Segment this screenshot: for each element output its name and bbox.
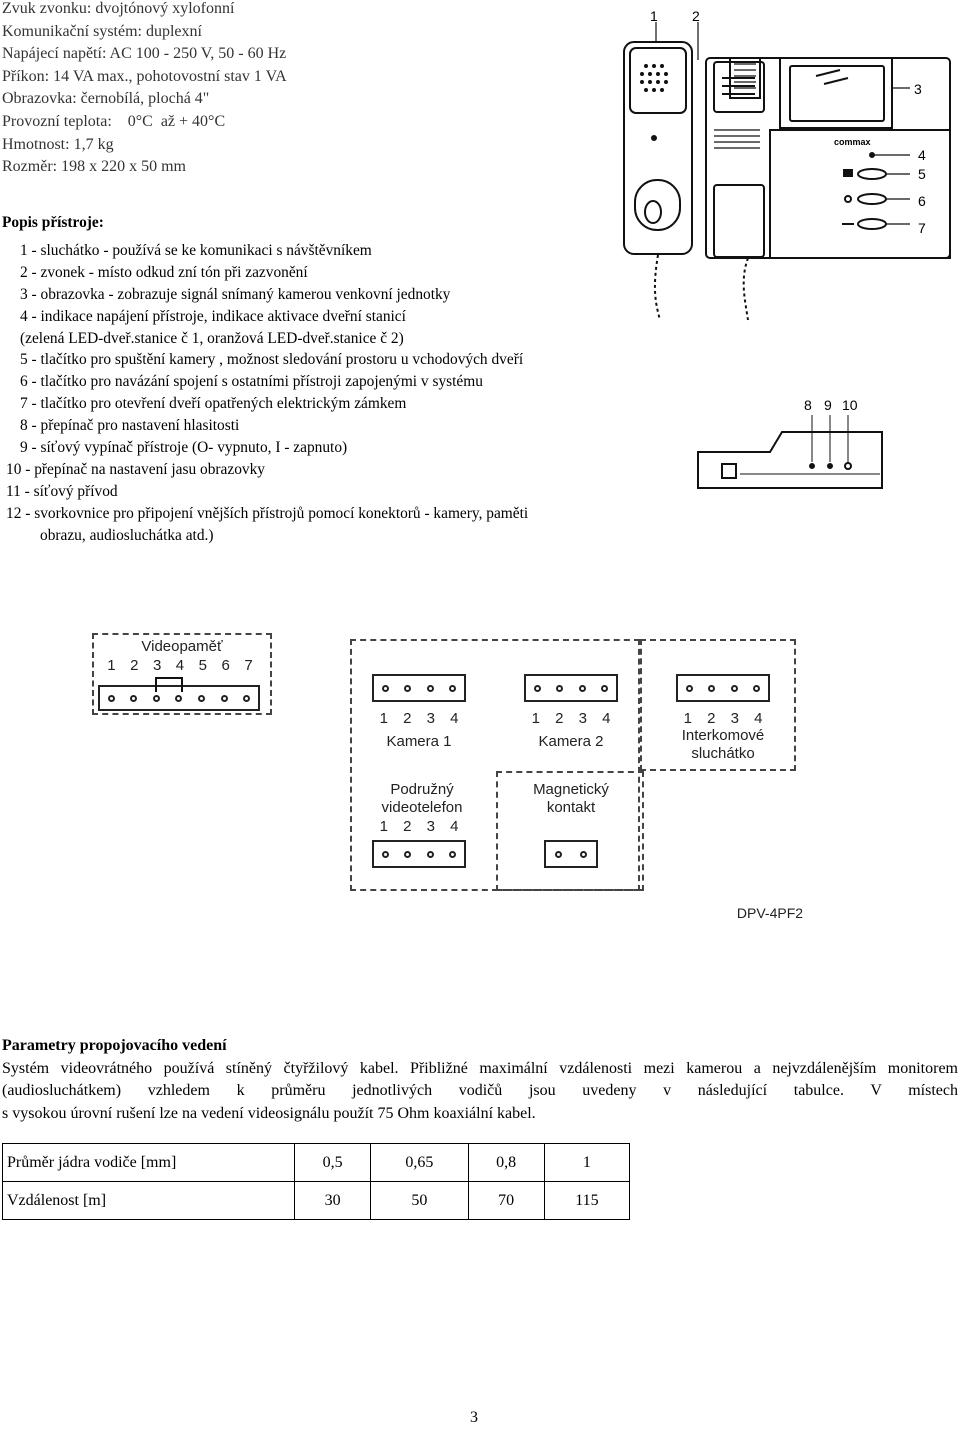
spec-line: Příkon: 14 VA max., pohotovostní stav 1 VA bbox=[2, 67, 287, 85]
pin-number: 1 bbox=[379, 818, 388, 835]
pin-number: 7 bbox=[244, 657, 253, 674]
description-heading: Popis přístroje: bbox=[2, 214, 104, 231]
description-item: 6 - tlačítko pro navázání spojení s ostatními přístroji zapojenými v systému bbox=[20, 373, 483, 391]
pin-number: 3 bbox=[152, 657, 162, 674]
description-item: 10 - přepínač na nastavení jasu obrazovky bbox=[6, 460, 265, 478]
terminal-screw bbox=[221, 695, 228, 702]
callout-number: 9 bbox=[824, 397, 832, 413]
description-item: 12 - svorkovnice pro připojení vnějších přístrojů pomocí konektorů - kamery, paměti bbox=[6, 504, 529, 522]
specifications bbox=[2, 0, 287, 179]
pin-number: 4 bbox=[754, 710, 763, 727]
description-item: 11 - síťový přívod bbox=[6, 482, 118, 500]
terminal-screw bbox=[731, 685, 738, 692]
table-cell: 115 bbox=[544, 1182, 629, 1220]
spec-line: Komunikační systém: duplexní bbox=[2, 22, 202, 40]
table-cell: 1 bbox=[544, 1144, 629, 1182]
table-cell: 30 bbox=[295, 1182, 371, 1220]
kamera1-label: Kamera 1 bbox=[386, 733, 452, 750]
podruzny-terminal bbox=[372, 840, 466, 868]
callout-number: 1 bbox=[650, 8, 658, 24]
callout-number: 2 bbox=[692, 8, 700, 24]
spec-line: Zvuk zvonku: dvojtónový xylofonní bbox=[2, 0, 235, 17]
table-cell: 0,8 bbox=[468, 1144, 544, 1182]
model-label: DPV-4PF2 bbox=[736, 905, 804, 921]
callout-number: 7 bbox=[918, 220, 926, 236]
device-front-illustration bbox=[610, 0, 960, 340]
pin-number: 1 bbox=[683, 710, 692, 727]
table-cell: Vzdálenost [m] bbox=[3, 1182, 295, 1220]
device-bottom-illustration bbox=[690, 400, 890, 495]
pin-number: 4 bbox=[602, 710, 611, 727]
description-item: obrazu, audiosluchátka atd.) bbox=[40, 526, 214, 544]
terminal-screw bbox=[449, 685, 456, 692]
description-item: 7 - tlačítko pro otevření dveří opatřených elektrickým zámkem bbox=[20, 395, 407, 413]
pin-number: 3 bbox=[730, 710, 739, 727]
interkom-label bbox=[660, 727, 786, 763]
description-item: 2 - zvonek - místo odkud zní tón při zazvonění bbox=[20, 263, 308, 281]
terminal-screw bbox=[556, 685, 563, 692]
spec-line: Obrazovka: černobílá, plochá 4" bbox=[2, 90, 210, 108]
interkom-label-line: sluchátko bbox=[691, 745, 755, 762]
description-item: 3 - obrazovka - zobrazuje signál snímaný kamerou venkovní jednotky bbox=[20, 285, 451, 303]
pin-number: 2 bbox=[403, 710, 412, 727]
terminal-screw bbox=[449, 851, 456, 858]
interkom-terminal bbox=[676, 674, 770, 702]
params-heading: Parametry propojovacího vedení bbox=[2, 1037, 227, 1054]
table-row bbox=[3, 1182, 630, 1220]
kamera1-terminal bbox=[372, 674, 466, 702]
terminal-screw bbox=[753, 685, 760, 692]
videopamet-label: Videopaměť bbox=[141, 638, 223, 655]
pin-number: 2 bbox=[555, 710, 564, 727]
pin-number: 2 bbox=[403, 818, 412, 835]
podruzny-label-line: Podružný bbox=[390, 781, 454, 798]
callout-number: 3 bbox=[914, 81, 922, 97]
page-number: 3 bbox=[470, 1409, 478, 1426]
terminal-screw bbox=[708, 685, 715, 692]
callout-number: 6 bbox=[918, 193, 926, 209]
pin-number: 2 bbox=[707, 710, 716, 727]
kamera2-terminal bbox=[524, 674, 618, 702]
description-item: 1 - sluchátko - používá se ke komunikaci s návštěvníkem bbox=[20, 241, 372, 259]
description-item: 9 - síťový vypínač přístroje (O- vypnuto, I - zapnuto) bbox=[20, 439, 348, 457]
distance-table bbox=[2, 1143, 630, 1220]
params-text: Systém videovrátného používá stíněný čtyřžilový kabel. Přibližné maximální vzdálenosti mezi kamerou a nejvzdálenějším monitorem (audiosluchátkem) vzhledem k průměru jednotlivých vodičů jsou uvedeny v následující tabulce. V místech bbox=[2, 1059, 958, 1099]
pin-number: 3 bbox=[578, 710, 587, 727]
table-row bbox=[3, 1144, 630, 1182]
kamera2-pin-numbers bbox=[524, 710, 618, 727]
device-description bbox=[2, 212, 529, 547]
table-cell: 70 bbox=[468, 1182, 544, 1220]
callout-number: 10 bbox=[842, 397, 858, 413]
callout-number: 4 bbox=[918, 147, 926, 163]
podruzny-pin-numbers bbox=[372, 818, 466, 835]
terminal-screw bbox=[427, 851, 434, 858]
params-text: s vysokou úrovní rušení lze na vedení videosignálu použít 75 Ohm koaxiální kabel. bbox=[2, 1104, 536, 1122]
terminal-screw bbox=[555, 851, 562, 858]
pin-number: 6 bbox=[221, 657, 230, 674]
magneticky-terminal bbox=[544, 840, 598, 868]
interkom-label-line: Interkomové bbox=[681, 727, 765, 744]
terminal-screw bbox=[108, 695, 115, 702]
kamera2-label: Kamera 2 bbox=[538, 733, 604, 750]
description-item: (zelená LED-dveř.stanice č 1, oranžová LED-dveř.stanice č 2) bbox=[20, 329, 404, 347]
terminal-screw bbox=[580, 851, 587, 858]
pin-number: 3 bbox=[426, 710, 435, 727]
spec-line: Hmotnost: 1,7 kg bbox=[2, 135, 114, 153]
magneticky-label bbox=[516, 781, 626, 817]
podruzny-label bbox=[364, 781, 480, 817]
description-item: 8 - přepínač pro nastavení hlasitosti bbox=[20, 417, 240, 435]
pin-number: 4 bbox=[450, 710, 459, 727]
terminal-screw bbox=[404, 851, 411, 858]
pin-number: 4 bbox=[450, 818, 459, 835]
table-cell: Průměr jádra vodiče [mm] bbox=[3, 1144, 295, 1182]
callout-number: 8 bbox=[804, 397, 812, 413]
pin-number: 5 bbox=[198, 657, 207, 674]
magneticky-label-line: kontakt bbox=[546, 799, 596, 816]
pin-number: 1 bbox=[379, 710, 388, 727]
interkom-pin-numbers bbox=[676, 710, 770, 727]
terminal-screw bbox=[579, 685, 586, 692]
terminal-screw bbox=[601, 685, 608, 692]
terminal-screw bbox=[130, 695, 137, 702]
terminal-screw bbox=[686, 685, 693, 692]
terminal-bridge bbox=[150, 672, 190, 692]
spec-line: Napájecí napětí: AC 100 - 250 V, 50 - 60 Hz bbox=[2, 45, 287, 63]
pin-number: 1 bbox=[107, 657, 116, 674]
terminal-screw bbox=[534, 685, 541, 692]
callout-number: 5 bbox=[918, 166, 926, 182]
spec-line: Rozměr: 198 x 220 x 50 mm bbox=[2, 158, 186, 176]
terminal-screw bbox=[382, 685, 389, 692]
terminal-screw bbox=[404, 685, 411, 692]
description-item: 4 - indikace napájení přístroje, indikace aktivace dveřní stanicí bbox=[20, 307, 406, 325]
pin-number: 1 bbox=[531, 710, 540, 727]
terminal-screw bbox=[153, 695, 160, 702]
table-cell: 50 bbox=[371, 1182, 468, 1220]
spec-line: Provozní teplota: 0°C až + 40°C bbox=[2, 112, 226, 130]
terminal-screw bbox=[427, 685, 434, 692]
podruzny-label-line: videotelefon bbox=[381, 799, 463, 816]
terminal-screw bbox=[243, 695, 250, 702]
table-cell: 0,5 bbox=[295, 1144, 371, 1182]
cable-parameters bbox=[2, 1035, 958, 1125]
table-cell: 0,65 bbox=[371, 1144, 468, 1182]
pin-number: 2 bbox=[130, 657, 139, 674]
terminal-screw bbox=[198, 695, 205, 702]
magneticky-label-line: Magnetický bbox=[533, 781, 609, 798]
pin-number: 3 bbox=[426, 818, 435, 835]
terminal-screw bbox=[175, 695, 182, 702]
pin-number: 4 bbox=[175, 657, 185, 674]
kamera1-pin-numbers bbox=[372, 710, 466, 727]
description-item: 5 - tlačítko pro spuštění kamery , možnost sledování prostoru u vchodových dveří bbox=[20, 351, 524, 369]
brand-logo: commax bbox=[834, 137, 871, 147]
terminal-screw bbox=[382, 851, 389, 858]
